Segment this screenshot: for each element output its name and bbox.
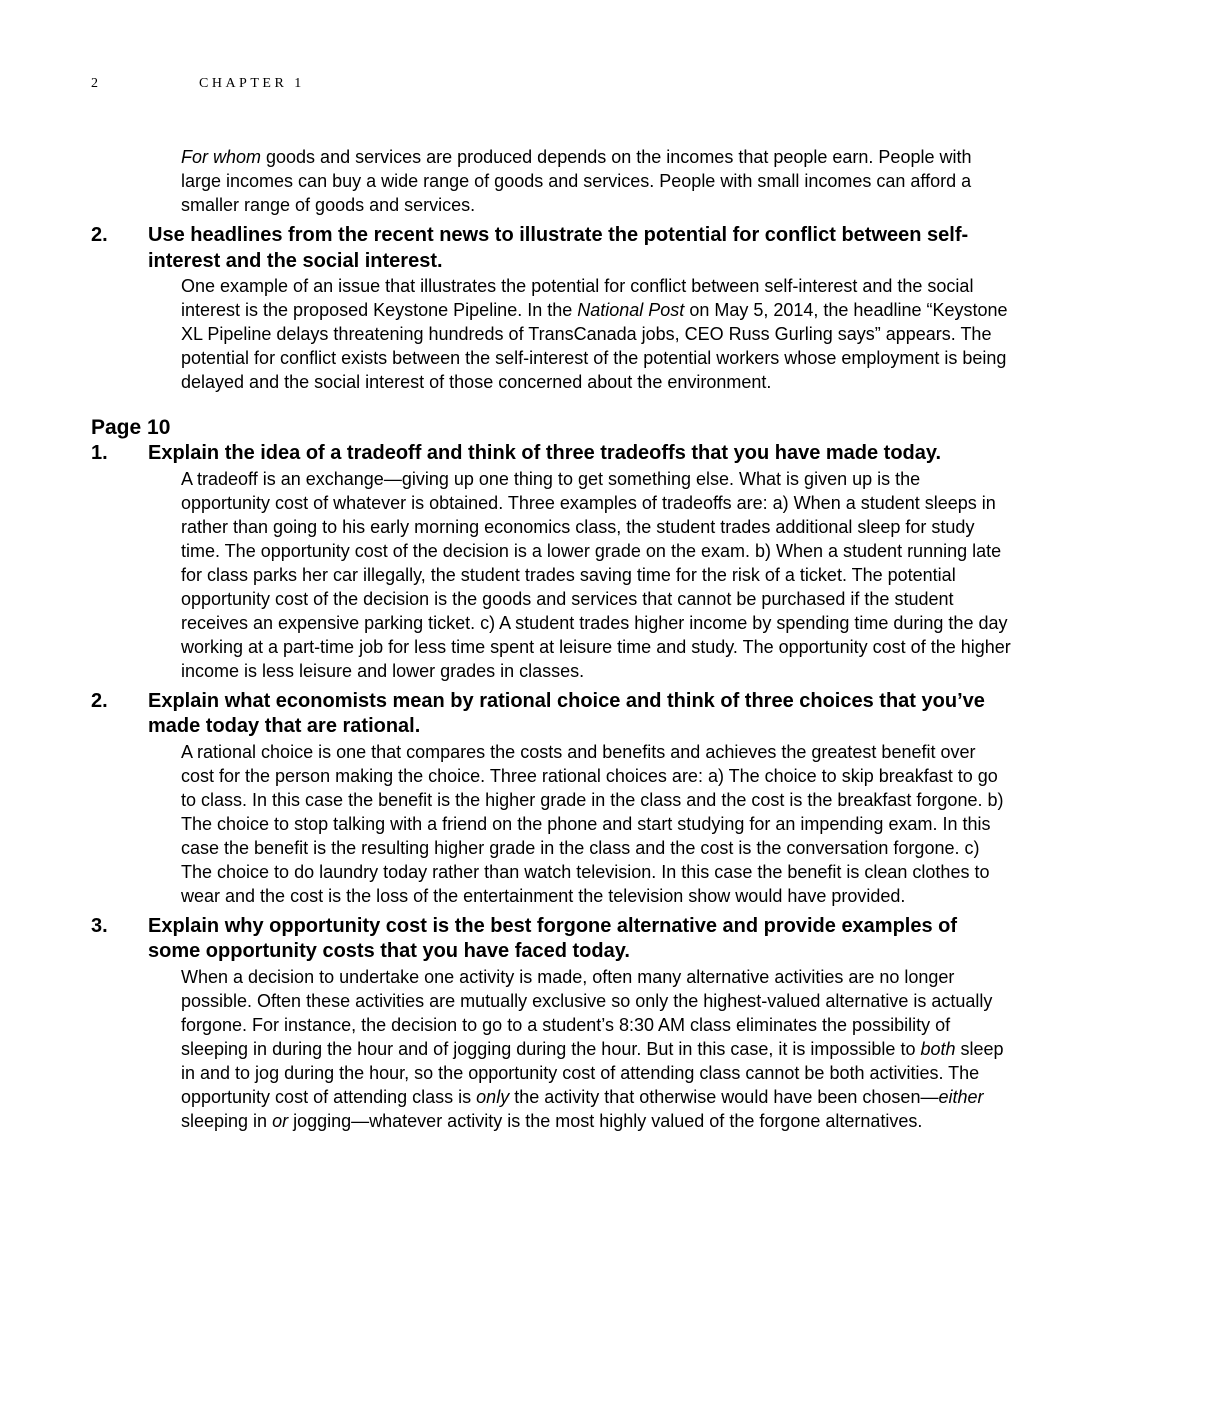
question-item	[91, 914, 1011, 965]
answer-text	[181, 274, 1011, 394]
question-item	[91, 223, 1011, 274]
page-number: 2	[91, 76, 98, 91]
answer-segment: sleep in and to jog during the hour, so the opportunity cost of attending class cannot be both activities. The opportunity cost of attending class is	[181, 1038, 1004, 1107]
answer-text	[181, 965, 1011, 1133]
intro-answer	[181, 145, 1011, 217]
question-text: Use headlines from the recent news to illustrate the potential for conflict between self-interest and the social interest.	[148, 224, 969, 272]
answer-text: A tradeoff is an exchange—giving up one thing to get something else. What is given up is the opportunity cost of whatever is obtained. Three examples of tradeoffs are: a) When a student sleeps in rather than going to his early morning economics class, the student trades additional sleep for study time. The opportunity cost of the decision is a lower grade on the exam. b) When a student running late for class parks her car illegally, the student trades saving time for the risk of a ticket. The potential opportunity cost of the decision is the goods and services that cannot be purchased if the student receives an expensive parking ticket. c) A student trades higher income by spending time during the day working at a part-time job for less time spent at leisure time and study. The opportunity cost of the higher income is less leisure and lower grades in classes.	[181, 468, 1011, 681]
question-text: Explain what economists mean by rational choice and think of three choices that you’ve made today that are rational.	[148, 689, 985, 737]
answer-segment: sleeping in	[181, 1110, 273, 1131]
chapter-label: CHAPTER 1	[199, 76, 305, 91]
answer-text: A rational choice is one that compares the costs and benefits and achieves the greatest benefit over cost for the person making the choice. Three rational choices are: a) The choice to skip breakfast to go to class. In this case the benefit is the higher grade in the class and the cost is the breakfast forgone. b) The choice to stop talking with a friend on the phone and start studying for an impending exam. In this case the benefit is the resulting higher grade in the class and the cost is the conversation forgone. c) The choice to do laundry today rather than watch television. In this case the benefit is clean clothes to wear and the cost is the loss of the entertainment the television show would have provided.	[181, 741, 1004, 906]
answer-segment: jogging—whatever activity is the most highly valued of the forgone alternatives.	[288, 1110, 923, 1131]
answer-segment: the activity that otherwise would have been chosen—	[509, 1086, 939, 1107]
answer-emphasis: or	[272, 1110, 289, 1131]
question-number: 2.	[91, 224, 108, 246]
answer-emphasis: only	[476, 1086, 510, 1107]
answer-segment: One example of an issue that illustrates the potential for conflict between self-interest and the social interest is the proposed Keystone Pipeline. In the	[181, 276, 974, 320]
question-number: 2.	[91, 689, 108, 712]
answer-emphasis: either	[938, 1086, 984, 1107]
question-number: 3.	[91, 914, 108, 937]
document-body	[91, 145, 1011, 1133]
intro-text: goods and services are produced depends on the incomes that people earn. People with large incomes can buy a wide range of goods and services. People with small incomes can afford a smaller range of goods and services.	[181, 147, 972, 215]
answer-emphasis: both	[920, 1038, 956, 1059]
intro-emphasis: For whom	[181, 147, 262, 167]
answer-segment: on May 5, 2014, the headline “Keystone XL Pipeline delays threatening hundreds of TransCanada jobs, CEO Russ Gurling says” appears. The potential for conflict exists between the self-interest of the potential workers whose employment is being delayed and the social interest of those concerned about the environment.	[181, 300, 1008, 392]
section-heading: Page 10	[91, 416, 171, 439]
question-item	[91, 441, 1011, 467]
question-text: Explain the idea of a tradeoff and think of three tradeoffs that you have made today.	[148, 442, 942, 464]
answer-segment: When a decision to undertake one activity is made, often many alternative activities are no longer possible. Often these activities are mutually exclusive so only the highest-valued alternative is actually forgone. For instance, the decision to go to a student’s 8:30 AM class eliminates the possibility of sleeping in during the hour and of jogging during the hour. But in this case, it is impossible to	[181, 966, 993, 1059]
question-item	[91, 689, 1011, 740]
page-header	[91, 76, 305, 92]
question-number: 1.	[91, 442, 108, 464]
answer-emphasis: National Post	[577, 300, 685, 320]
question-text: Explain why opportunity cost is the best forgone alternative and provide examples of some opportunity costs that you have faced today.	[148, 914, 958, 962]
